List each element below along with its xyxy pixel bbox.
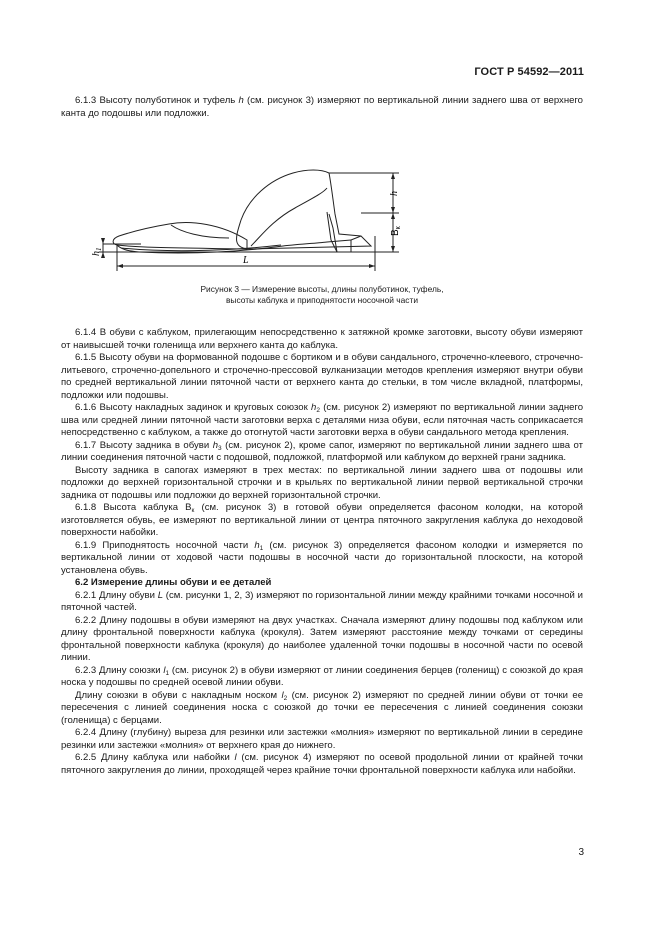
arrow-L-right [369,264,375,268]
page-number: 3 [578,847,584,858]
paragraph-6-2-4: 6.2.4 Длину (глубину) выреза для резинки или застежки «молния» измеряют по вертикальной линии в середине резинки или застежки «молния» от верхнего края до нижнего. [61,727,583,751]
paragraph-6-1-4: 6.1.4 В обуви с каблуком, прилегающим непосредственно к затяжной кромке заготовки, высоту обуви измеряют от наивысшей точки голенища или верхнего канта до каблука. [61,327,583,351]
paragraph-6-1-8: 6.1.8 Высота каблука $В_к$ (см. рисунок 3) в готовой обуви определяется фасоном колодки, на которой изготовляется обувь, ее измеряют по вертикальной линии от центра пяточного закругления каблука до неходовой поверхности набойки. [61,502,584,538]
paragraph-6-2-3-overlay: Длину союзки в обуви с накладным носком $l_2$ (см. рисунок 2) измеряют по средней линии обуви от точки ее пересечения с линией соединения носка с союзкой до точки ее пересечения с линией соединения союзки (голенища) с берцами. [61,689,584,726]
shoe-sole [117,240,351,253]
paragraph-6-2-2: 6.2.2 Длину подошвы в обуви измеряют на двух участках. Сначала измеряют длину подошвы под каблуком или длину фронтальной поверхности каблука (крокуля). Затем измеряют расстояние между точками от середины фронтальной поверхности каблука (крокуля) до наиболее удаленной точки подошвы в носочной части по осевой линии. [61,614,583,663]
shoe-vamp-outline [113,223,247,249]
shoe-upper-line [251,188,327,246]
shoe-upper-outline [237,170,371,249]
paragraph-6-2-5: 6.2.5 Длину каблука или набойки l (см. рисунок 4) измеряют по осевой продольной линии от крайней точки пяточного закругления до линии, проходящей через крайние точки фронтальной поверхности каблука или набойки. [61,752,583,776]
arrow-bk-top [391,213,395,219]
arrow-bk-bottom [391,246,395,252]
section-heading-6-2: 6.2 Измерение длины обуви и ее деталей [75,577,272,588]
shoe-diagram [61,128,583,284]
label-L: L [243,255,249,266]
figure-3 [61,128,583,284]
arrow-h1-down [101,238,105,244]
arrow-h-bottom [391,207,395,213]
paragraph-6-2-1: 6.2.1 Длину обуви L (см. рисунки 1, 2, 3) измеряют по горизонтальной линии между крайними точками носочной и пяточной частей. [61,589,583,613]
arrow-h-top [391,173,395,179]
paragraph-6-1-5: 6.1.5 Высоту обуви на формованной подошве с бортиком и в обуви сандального, строчечно-клеевого, строчечно-литьевого, строчечно-допельного и строчечно-прессовой вулканизации методов крепления измеряют внутри обуви по средней вертикальной линии пяточной части от верхнего канта до стельки, в том числе вкладной, платформы, подложки или подошвы. [61,352,583,401]
paragraph-6-1-9: 6.1.9 Приподнятость носочной части $h_1$ (см. рисунок 3) определяется фасоном колодки и измеряется по вертикальной линии от ходовой части подошвы в носочной части до горизонтальной плоскости, на которой установлена обувь. [61,539,583,576]
shoe-vamp-inner [171,225,229,238]
label-bk: $В_к$ [390,226,402,236]
paragraph-6-1-7-boots: Высоту задника в сапогах измеряют в трех местах: по вертикальной линии заднего шва от подошвы или подложки до верхней горизонтальной строчки и в крыльях по вертикальной линии первой вертикальной строчки задника от подошвы или подложки до верхней горизонтальной строчки. [61,464,583,501]
standard-header: ГОСТ Р 54592—2011 [474,66,584,78]
paragraph-6-1-3: 6.1.3 Высоту полуботинок и туфель h (см. рисунок 3) измеряют по вертикальной линии заднего шва от верхнего канта до подошвы или подложки. [61,95,583,119]
figure-3-caption: Рисунок 3 — Измерение высоты, длины полуботинок, туфель, высоты каблука и приподнятости носочной части [200,284,444,305]
label-h: h [389,191,400,196]
arrow-L-left [117,264,123,268]
paragraph-6-1-7: 6.1.7 Высоту задника в обуви $h_3$ (см. рисунок 2), кроме сапог, измеряют по вертикальной линии заднего шва от линии соединения пяточной части с подошвой, подложкой, платформой или каблуком до верхней грани задника. [61,439,583,463]
document-body [61,95,583,777]
paragraph-6-1-6: 6.1.6 Высоту накладных задинок и круговых союзок $h_2$ (см. рисунок 2) измеряют по вертикальной линии заднего шва или средней линии пяточной части заготовки верха с деталями низа обуви, если пяточная часть соприкасается непосредственно с каблуком, а также до отогнутой части заготовки верха в обуви сандального метода крепления. [61,402,584,438]
paragraph-6-2-3: 6.2.3 Длину союзки $l_1$ (см. рисунок 2) в обуви измеряют от линии соединения берцев (голенищ) с союзкой до края носка у подошвы по средней осевой линии обуви. [61,664,583,688]
label-h1: $h_1$ [91,247,103,256]
